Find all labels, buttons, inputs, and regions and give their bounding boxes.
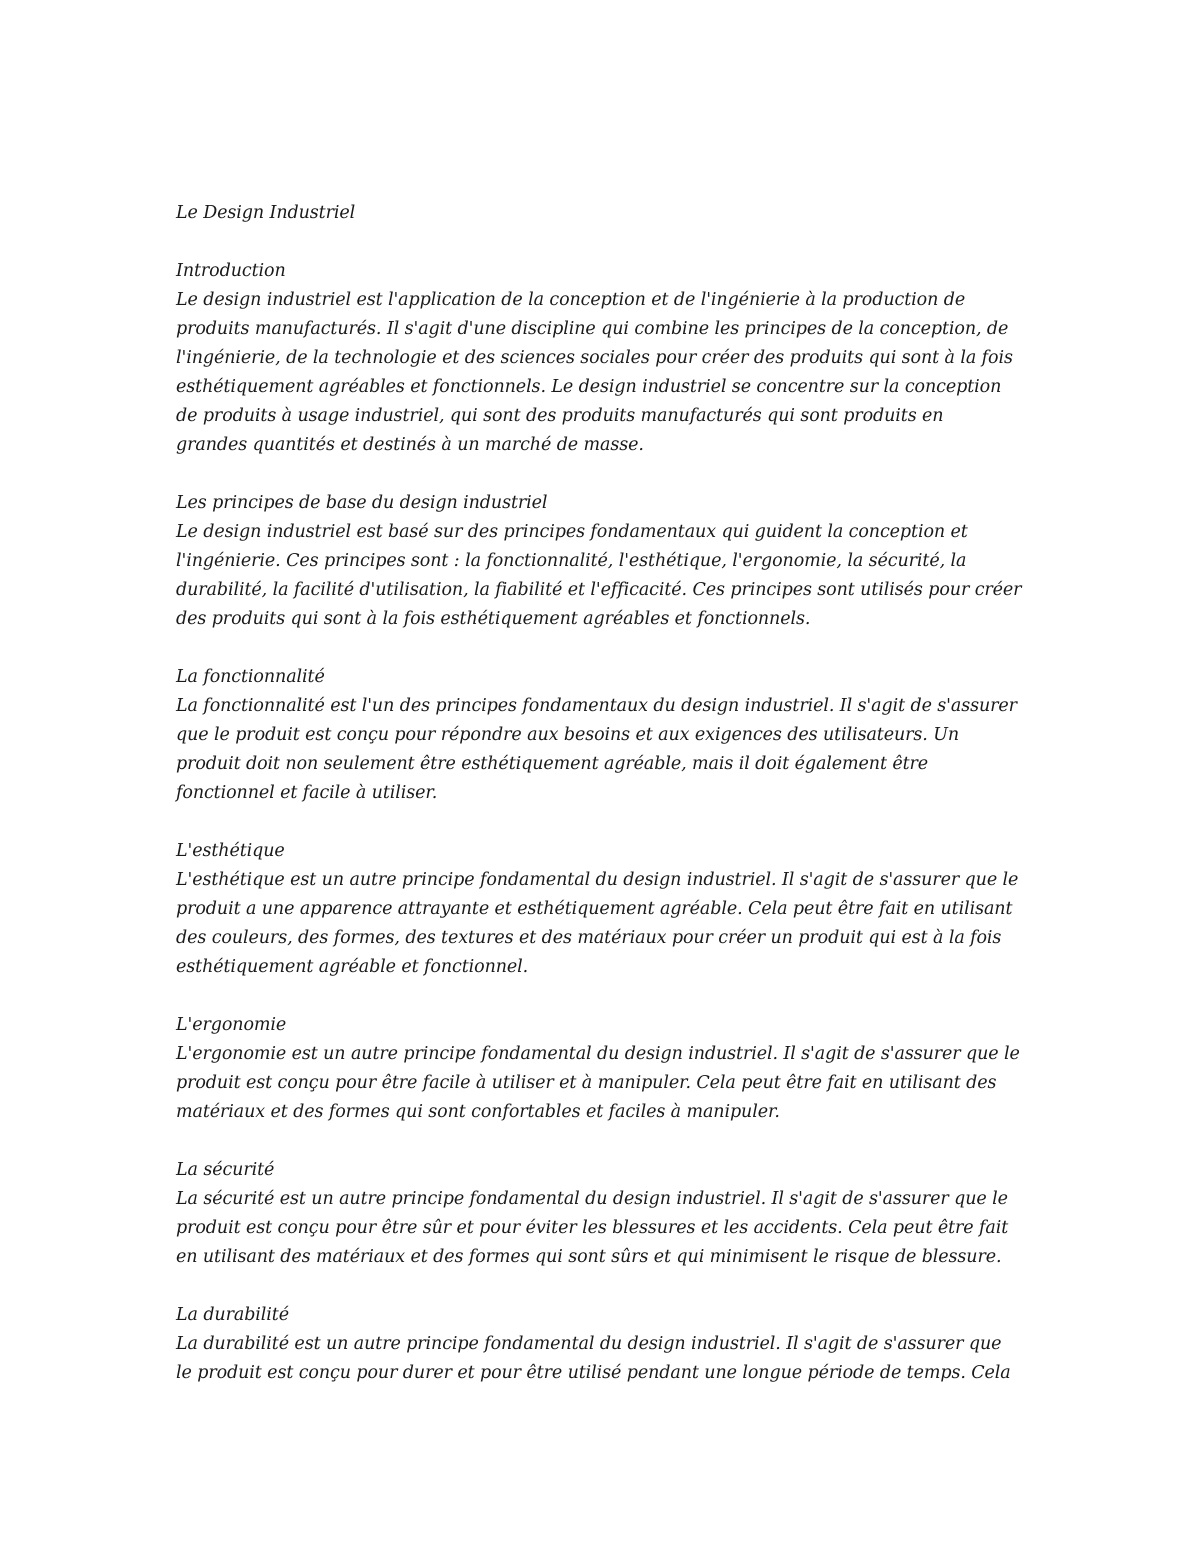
section-heading: Les principes de base du design industriel — [176, 493, 548, 513]
paragraph-line: en utilisant des matériaux et des formes qui sont sûrs et qui minimisent le risque de blessure. — [176, 1247, 1002, 1267]
paragraph-line: l'ingénierie. Ces principes sont : la fonctionnalité, l'esthétique, l'ergonomie, la sécurité, la — [176, 551, 967, 571]
paragraph-line: produit est conçu pour être facile à utiliser et à manipuler. Cela peut être fait en utilisant des — [176, 1073, 997, 1093]
paragraph-line: L'esthétique est un autre principe fondamental du design industriel. Il s'agit de s'assurer que le — [176, 870, 1019, 890]
paragraph-line: des couleurs, des formes, des textures et des matériaux pour créer un produit qui est à la fois — [176, 928, 1002, 948]
paragraph-line: produit est conçu pour être sûr et pour éviter les blessures et les accidents. Cela peut être fait — [176, 1218, 1009, 1238]
section-durabilite — [176, 1301, 1036, 1388]
paragraph-line: de produits à usage industriel, qui sont des produits manufacturés qui sont produits en — [176, 406, 944, 426]
section-principes — [176, 489, 1036, 634]
section-heading: L'esthétique — [176, 841, 285, 861]
paragraph-line: produits manufacturés. Il s'agit d'une discipline qui combine les principes de la conception, de — [176, 319, 1009, 339]
paragraph-line: l'ingénierie, de la technologie et des sciences sociales pour créer des produits qui sont à la fois — [176, 348, 1013, 368]
section-ergonomie — [176, 1011, 1036, 1127]
paragraph-line: Le design industriel est l'application de la conception et de l'ingénierie à la production de — [176, 290, 966, 310]
document-title: Le Design Industriel — [176, 203, 356, 223]
paragraph-line: Le design industriel est basé sur des principes fondamentaux qui guident la conception et — [176, 522, 968, 542]
paragraph-line: esthétiquement agréable et fonctionnel. — [176, 957, 529, 977]
section-heading: La fonctionnalité — [176, 667, 325, 687]
paragraph-line: matériaux et des formes qui sont confortables et faciles à manipuler. — [176, 1102, 780, 1122]
section-fonctionnalite — [176, 663, 1036, 808]
paragraph-line: des produits qui sont à la fois esthétiquement agréables et fonctionnels. — [176, 609, 811, 629]
document-body — [176, 199, 1036, 1417]
paragraph-line: L'ergonomie est un autre principe fondamental du design industriel. Il s'agit de s'assurer que le — [176, 1044, 1020, 1064]
paragraph-line: produit a une apparence attrayante et esthétiquement agréable. Cela peut être fait en utilisant — [176, 899, 1013, 919]
paragraph-line: esthétiquement agréables et fonctionnels. Le design industriel se concentre sur la conception — [176, 377, 1002, 397]
paragraph-line: fonctionnel et facile à utiliser. — [176, 783, 438, 803]
section-heading: L'ergonomie — [176, 1015, 287, 1035]
section-heading: La sécurité — [176, 1160, 275, 1180]
paragraph-line: La fonctionnalité est l'un des principes fondamentaux du design industriel. Il s'agit de s'assurer — [176, 696, 1017, 716]
paragraph-line: produit doit non seulement être esthétiquement agréable, mais il doit également être — [176, 754, 929, 774]
paragraph-line: grandes quantités et destinés à un marché de masse. — [176, 435, 644, 455]
paragraph-line: La sécurité est un autre principe fondamental du design industriel. Il s'agit de s'assurer que le — [176, 1189, 1008, 1209]
section-introduction — [176, 257, 1036, 460]
section-heading: La durabilité — [176, 1305, 289, 1325]
section-securite — [176, 1156, 1036, 1272]
section-heading: Introduction — [176, 261, 286, 281]
paragraph-line: le produit est conçu pour durer et pour être utilisé pendant une longue période de temps. Cela — [176, 1363, 1011, 1383]
paragraph-line: La durabilité est un autre principe fondamental du design industriel. Il s'agit de s'assurer que — [176, 1334, 1002, 1354]
paragraph-line: que le produit est conçu pour répondre aux besoins et aux exigences des utilisateurs. Un — [176, 725, 960, 745]
section-esthetique — [176, 837, 1036, 982]
paragraph-line: durabilité, la facilité d'utilisation, la fiabilité et l'efficacité. Ces principes sont utilisés pour créer — [176, 580, 1022, 600]
